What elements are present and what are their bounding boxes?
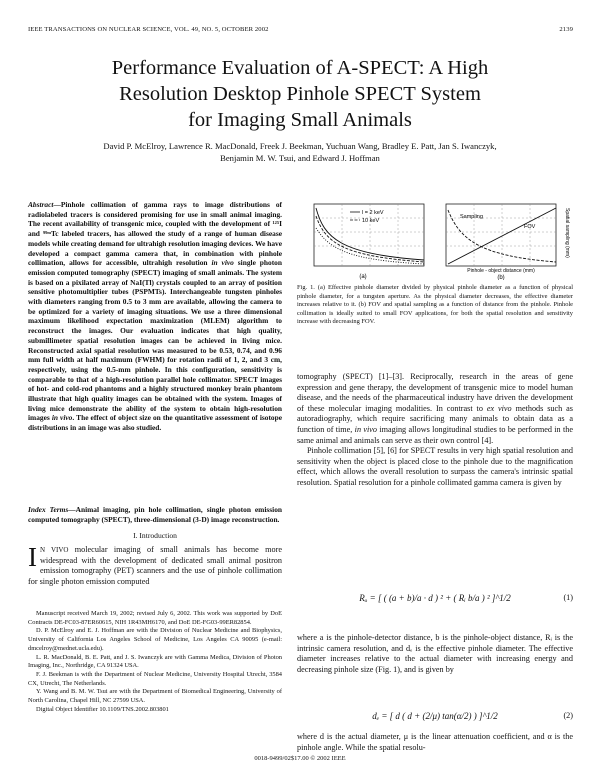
footnote-affiliation-3: F. J. Beekman is with the Department of Nuclear Medicine, University Hospital Utrecht, 3584 CX, Utrecht, The Netherlands. xyxy=(28,670,282,687)
paragraph-1 xyxy=(297,372,573,446)
figure-1a-plot xyxy=(300,200,430,280)
paragraph-1-italic-1: ex vivo xyxy=(486,403,512,413)
index-terms xyxy=(28,505,282,524)
abstract-text-3: . The effect of object size on the quantitative assessment of isotope distributions in an image was also studied. xyxy=(28,413,282,433)
intro-lead: N VIVO xyxy=(40,546,69,554)
fig1b-label-sampling: Sampling xyxy=(460,214,483,220)
equation-2-number: (2) xyxy=(563,711,573,720)
equation-2 xyxy=(297,711,573,721)
page-number: 2139 xyxy=(559,26,573,33)
authors-line-1: David P. McElroy, Lawrence R. MacDonald, Freek J. Beekman, Yuchuan Wang, Bradley E. Patt, Jan S. Iwanczyk, xyxy=(103,141,497,151)
abstract-label: Abstract— xyxy=(28,200,61,209)
footnote-affiliation-2: L. R. MacDonald, B. E. Patt, and J. S. Iwanczyk are with Gamma Medica, Division of Photon Imaging, Inc., Northridge, CA 91324 USA. xyxy=(28,653,282,670)
fig1a-legend-1: l = 2 keV xyxy=(362,210,384,216)
index-terms-label: Index Terms— xyxy=(28,505,76,514)
figure-1b-plot xyxy=(440,200,575,280)
fig1b-label-fov: FOV xyxy=(524,224,536,230)
paragraph-2: Pinhole collimation [5], [6] for SPECT results in very high spatial resolution and sensitivity when the object is placed close to the pinhole due to the magnification effect, which allows the overall resolution to surpass the camera's intrinsic spatial resolution. Spatial resolution for a pinhole collimated gamma camera is given by xyxy=(297,446,573,487)
paragraph-1-italic-2: in vivo xyxy=(354,424,377,434)
paragraph-4: where d is the actual diameter, μ is the linear attenuation coefficient, and α is the pinhole angle. While the spatial resolu- xyxy=(297,732,573,752)
equation-2-expression: dₑ = [ d ( d + (2/μ) tan(α/2) ) ]^1/2 xyxy=(372,711,498,721)
fig1b-x-axis-label: Pinhole - object distance (mm) xyxy=(467,268,535,274)
abstract-italic-1: in vivo xyxy=(211,258,234,268)
author-list xyxy=(40,141,560,164)
footnote-doi: Digital Object Identifier 10.1109/TNS.2002.803801 xyxy=(36,705,169,713)
footnote-affiliation-1: D. P. McElroy and E. J. Hoffman are with the Division of Nuclear Medicine and Biophysics, University of California Los Angeles School of Medicine, Los Angeles CA 90095 (e-mail: dmcelroy@mednet.ucla.edu). xyxy=(28,627,282,652)
drop-cap: I xyxy=(28,542,37,572)
title-line-2: Resolution Desktop Pinhole SPECT System xyxy=(119,83,481,105)
title-line-1: Performance Evaluation of A-SPECT: A High xyxy=(111,57,489,79)
fig1a-legend-2: 10 keV xyxy=(362,218,380,224)
abstract xyxy=(28,200,282,433)
paragraph-1-text-b: methods such as autoradiography, which require sacrificing many animals to obtain data as a function of time, xyxy=(297,403,573,434)
fig1b-y-axis-label: Spatial sampling (mm) xyxy=(564,208,570,258)
fig1b-label: (b) xyxy=(497,275,505,280)
index-terms-text: Animal imaging, pin hole collimation, single photon emission computed tomography (SPECT), three-dimensional (3-D) image reconstruction. xyxy=(28,505,283,524)
abstract-text-2: single photon emission computed tomography (SPECT) imaging of small animals. The system is based on a pixilated array of NaI(Tl) crystals coupled to an array of position sensitive photomultiplier tubes (PSPMTs). Interchangeable tungsten pinholes with diameters ranging from 0.5 to 3 mm are available, allowing the camera to be optimized for a variety of imaging situations. We use a three dimensional maximum likelihood expectation maximization (MLEM) algorithm to reconstruct the images. Our evaluation indicates that high quality, submillimeter spatial resolution images can be achieved in living mice. Reconstructed axial spatial resolution was measured to be 0.53, 0.74, and 0.96 mm full width at half maximum (FWHM) for rotation radii of 1, 2, and 3 cm, respectively, using the 0.5-mm pinhole. In this configuration, sensitivity is comparable to that of a high-resolution parallel hole collimator. SPECT images of hot- and cold-rod phantoms and a highly structured monkey brain phantom illustrate that high quality images can be obtained with the system. Images of living mice demonstrate the ability of the system to obtain high-resolution images xyxy=(28,258,282,423)
footnote-affiliation-4: Y. Wang and B. M. W. Tsui are with the Department of Biomedical Engineering, University of North Carolina, Chapel Hill, NC 27599 USA. xyxy=(28,688,282,705)
footnote-manuscript: Manuscript received March 19, 2002; revised July 6, 2002. This work was supported by DoE Contracts DE-FC03-87ER60615, NIH 1R43MH6170, and DoE DE-FG03-99ER82854. xyxy=(28,610,282,626)
equation-1-number: (1) xyxy=(563,593,573,602)
section-heading-introduction: I. Introduction xyxy=(133,531,177,540)
copyright-line: 0018-9499/02$17.00 © 2002 IEEE xyxy=(254,755,346,762)
paper-title xyxy=(40,55,560,133)
equation-1-expression: Rₒ = [ ( (a + b)/a · d ) ² + ( Rᵢ b/a ) ² ]^1/2 xyxy=(359,593,511,603)
intro-text: molecular imaging of small animals has become more widespread with the development of dedicated small animal positron emission tomography (PET) scanners and the use of pinhole collimation for single photon emission computed xyxy=(28,545,282,586)
authors-line-2: Benjamin M. W. Tsui, and Edward J. Hoffman xyxy=(220,152,380,163)
paragraph-1-text-a: tomography (SPECT) [1]–[3]. Reciprocally, research in the areas of gene expression and gene therapy, the development of transgenic mice to model human disease, and the needs of the pharmaceutical industry have driven the development of these molecular imaging modalities. In contrast to xyxy=(297,372,573,413)
paragraph-3: where a is the pinhole-detector distance, b is the pinhole-object distance, Rᵢ is the intrinsic camera resolution, and dₑ is the effective pinhole diameter. The effective diameter increases relative to the actual diameter with increasing energy and decreasing pinhole size (Fig. 1), and is given by xyxy=(297,633,573,674)
abstract-italic-2: in vivo xyxy=(51,413,73,423)
fig1a-label: (a) xyxy=(359,274,367,280)
paragraph-1-text-c: imaging allows longitudinal studies to be performed in the same animal and animals can serve as their own control [4]. xyxy=(297,424,573,445)
footnotes xyxy=(28,610,282,714)
right-column-body xyxy=(297,372,573,489)
title-line-3: for Imaging Small Animals xyxy=(188,109,412,131)
figure-1-caption: Fig. 1. (a) Effective pinhole diameter divided by physical pinhole diameter as a function of physical pinhole diameter, for a tungsten aperture. As the physical diameter decreases, the effective diameter increases relative to it. (b) FOV and spatial sampling as a function of distance from the pinhole. Pinhole collimation is ideally suited to small FOV applications, for both the spatial resolution and sensitivity increase with decreasing FOV. xyxy=(297,284,573,325)
abstract-text-1: Pinhole collimation of gamma rays to image distributions of radiolabeled tracers is considered promising for use in small animal imaging. The recent availability of transgenic mice, coupled with the development of ¹²⁵I and ⁹⁹ᵐTc labeled tracers, has allowed the study of a range of human disease models while creating demand for ultrahigh resolution imaging devices. We have developed a compact gamma camera that, in combination with pinhole collimation, allows for accessible, ultrahigh resolution xyxy=(28,200,282,268)
introduction-paragraph xyxy=(28,542,282,587)
running-header: IEEE TRANSACTIONS ON NUCLEAR SCIENCE, VOL. 49, NO. 5, OCTOBER 2002 xyxy=(28,26,269,33)
equation-1 xyxy=(297,593,573,603)
